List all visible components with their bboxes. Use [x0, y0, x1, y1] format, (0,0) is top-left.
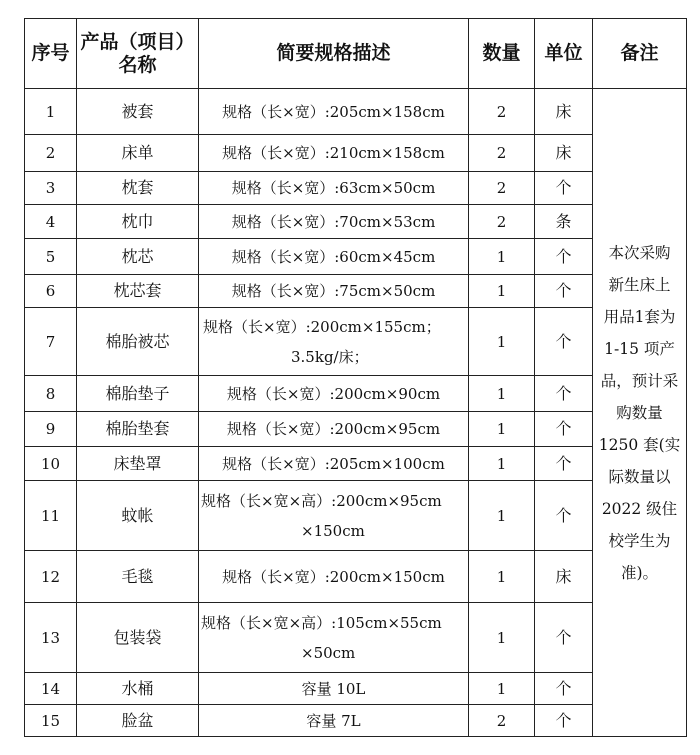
cell-name: 棉胎垫套 [77, 412, 199, 447]
header-spec: 简要规格描述 [199, 19, 469, 89]
cell-spec: 规格（长×宽）:205cm×100cm [199, 447, 469, 481]
cell-spec: 规格（长×宽）:200cm×90cm [199, 376, 469, 412]
cell-name: 床垫罩 [77, 447, 199, 481]
header-note: 备注 [593, 19, 687, 89]
table-row [25, 172, 687, 205]
header-row [25, 19, 687, 89]
table-row [25, 239, 687, 275]
cell-unit: 条 [535, 205, 593, 239]
cell-unit: 个 [535, 275, 593, 308]
cell-unit: 个 [535, 673, 593, 705]
cell-unit: 个 [535, 308, 593, 376]
cell-unit: 个 [535, 705, 593, 737]
cell-qty: 1 [469, 447, 535, 481]
cell-spec: 规格（长×宽）:200cm×150cm [199, 551, 469, 603]
header-seq: 序号 [25, 19, 77, 89]
cell-qty: 1 [469, 308, 535, 376]
cell-seq: 11 [25, 481, 77, 551]
cell-qty: 1 [469, 673, 535, 705]
cell-spec [199, 481, 469, 551]
header-unit: 单位 [535, 19, 593, 89]
cell-seq: 12 [25, 551, 77, 603]
header-name [77, 19, 199, 89]
cell-spec-line1: 规格（长×宽×高）:105cm×55cm [201, 613, 442, 632]
header-name-line2: 名称 [118, 53, 157, 76]
cell-qty: 2 [469, 172, 535, 205]
cell-spec: 规格（长×宽）:70cm×53cm [199, 205, 469, 239]
cell-seq: 5 [25, 239, 77, 275]
cell-qty: 2 [469, 89, 535, 135]
cell-name: 毛毯 [77, 551, 199, 603]
table-row [25, 551, 687, 603]
cell-seq: 14 [25, 673, 77, 705]
note-line: 新生床上 [608, 275, 671, 294]
cell-qty: 2 [469, 205, 535, 239]
cell-seq: 1 [25, 89, 77, 135]
note-cell [593, 89, 687, 737]
cell-unit: 床 [535, 135, 593, 172]
cell-seq: 13 [25, 603, 77, 673]
cell-spec-line2: ×50cm [301, 643, 356, 662]
cell-spec: 规格（长×宽）:210cm×158cm [199, 135, 469, 172]
table-row [25, 205, 687, 239]
note-line: 1250 套(实 [598, 435, 681, 454]
note-line: 购数量 [616, 403, 663, 422]
cell-unit: 个 [535, 447, 593, 481]
note-line: 本次采购 [608, 243, 671, 262]
note-line: 品，预计采 [600, 371, 679, 390]
cell-qty: 1 [469, 275, 535, 308]
note-line: 用品1套为 [603, 307, 676, 326]
note-line: 校学生为 [608, 531, 671, 550]
header-name-line1: 产品（项目） [80, 30, 195, 53]
table-row [25, 275, 687, 308]
cell-qty: 2 [469, 705, 535, 737]
note-line: 2022 级住 [601, 499, 678, 518]
cell-name: 被套 [77, 89, 199, 135]
cell-seq: 10 [25, 447, 77, 481]
note-line: 际数量以 [608, 467, 671, 486]
cell-name: 棉胎垫子 [77, 376, 199, 412]
cell-spec-line2: ×150cm [301, 521, 365, 540]
cell-name: 蚊帐 [77, 481, 199, 551]
cell-spec: 规格（长×宽）:60cm×45cm [199, 239, 469, 275]
cell-spec: 规格（长×宽）:200cm×95cm [199, 412, 469, 447]
cell-seq: 15 [25, 705, 77, 737]
table-row [25, 705, 687, 737]
cell-seq: 9 [25, 412, 77, 447]
cell-unit: 床 [535, 551, 593, 603]
table-row [25, 603, 687, 673]
cell-seq: 7 [25, 308, 77, 376]
cell-seq: 8 [25, 376, 77, 412]
cell-unit: 个 [535, 172, 593, 205]
cell-name: 包装袋 [77, 603, 199, 673]
cell-name: 床单 [77, 135, 199, 172]
table-row [25, 308, 687, 376]
cell-spec-line1: 规格（长×宽）:200cm×155cm； [203, 317, 441, 336]
note-line: 1-15 项产 [604, 339, 675, 358]
cell-name: 棉胎被芯 [77, 308, 199, 376]
table-row [25, 481, 687, 551]
cell-seq: 3 [25, 172, 77, 205]
cell-spec: 规格（长×宽）:205cm×158cm [199, 89, 469, 135]
cell-spec-line1: 规格（长×宽×高）:200cm×95cm [201, 491, 442, 510]
cell-qty: 2 [469, 135, 535, 172]
cell-unit: 个 [535, 603, 593, 673]
cell-name: 水桶 [77, 673, 199, 705]
cell-unit: 个 [535, 412, 593, 447]
cell-unit: 个 [535, 376, 593, 412]
cell-name: 枕芯 [77, 239, 199, 275]
table-row [25, 412, 687, 447]
cell-qty: 1 [469, 239, 535, 275]
header-qty: 数量 [469, 19, 535, 89]
table-row [25, 376, 687, 412]
cell-qty: 1 [469, 376, 535, 412]
cell-spec [199, 308, 469, 376]
table-row [25, 447, 687, 481]
cell-name: 枕套 [77, 172, 199, 205]
cell-unit: 个 [535, 481, 593, 551]
cell-name: 脸盆 [77, 705, 199, 737]
cell-seq: 6 [25, 275, 77, 308]
table-row [25, 135, 687, 172]
cell-spec: 容量 7L [199, 705, 469, 737]
cell-qty: 1 [469, 551, 535, 603]
cell-spec: 容量 10L [199, 673, 469, 705]
cell-qty: 1 [469, 603, 535, 673]
cell-seq: 4 [25, 205, 77, 239]
table-row [25, 673, 687, 705]
cell-qty: 1 [469, 481, 535, 551]
cell-spec: 规格（长×宽）:63cm×50cm [199, 172, 469, 205]
cell-unit: 个 [535, 239, 593, 275]
cell-spec [199, 603, 469, 673]
cell-spec: 规格（长×宽）:75cm×50cm [199, 275, 469, 308]
cell-name: 枕巾 [77, 205, 199, 239]
procurement-table [24, 18, 687, 737]
note-line: 准)。 [620, 563, 659, 582]
cell-unit: 床 [535, 89, 593, 135]
cell-spec-line2: 3.5kg/床； [291, 347, 369, 366]
cell-seq: 2 [25, 135, 77, 172]
table-row [25, 89, 687, 135]
cell-qty: 1 [469, 412, 535, 447]
cell-name: 枕芯套 [77, 275, 199, 308]
